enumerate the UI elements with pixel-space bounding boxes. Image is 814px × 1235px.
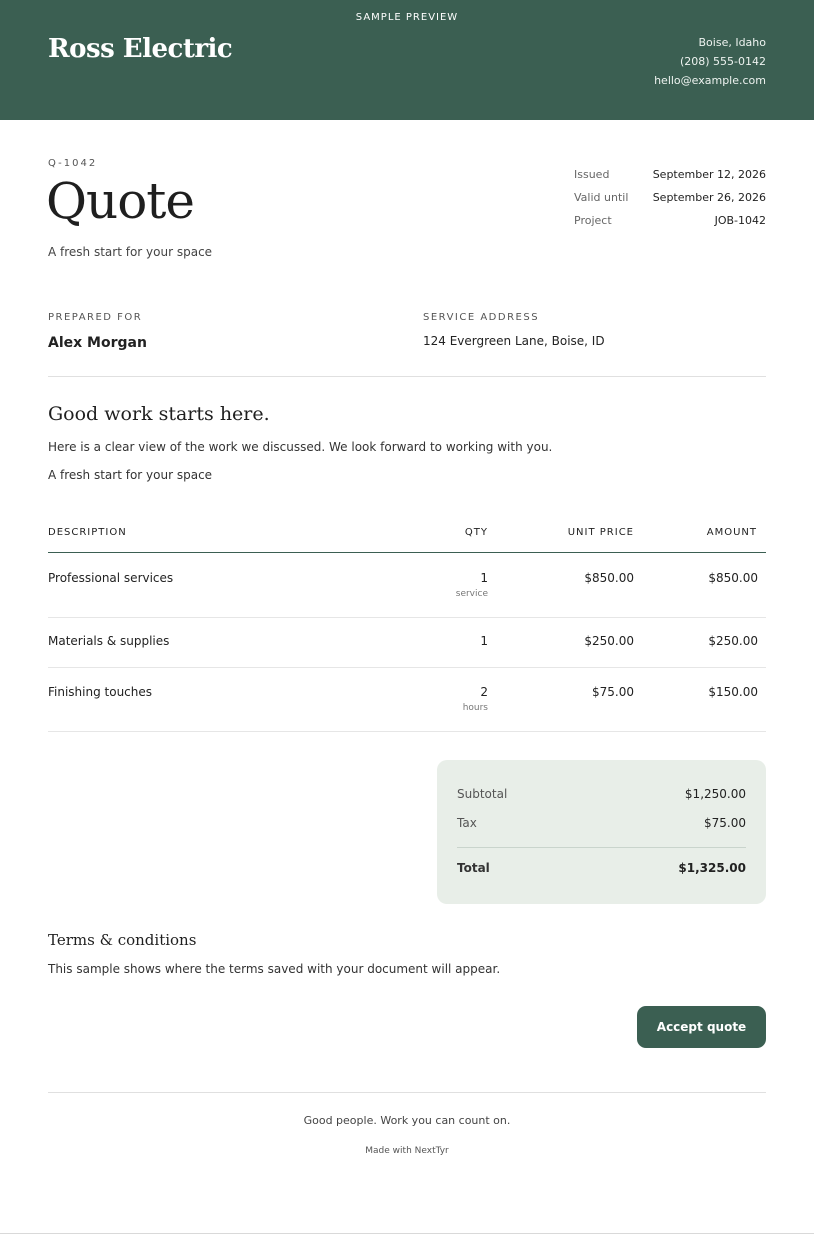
intro-message: Here is a clear view of the work we discussed. We look forward to working with you. <box>48 440 553 454</box>
subtotal-label: Subtotal <box>457 787 508 801</box>
item-unit-price: $250.00 <box>584 634 634 648</box>
item-amount: $150.00 <box>708 685 758 699</box>
made-with-link[interactable]: Made with NextTyr <box>365 1146 449 1156</box>
sample-preview-banner: SAMPLE PREVIEW <box>355 12 459 23</box>
brand-header <box>0 0 814 120</box>
meta-label: Project <box>574 214 612 227</box>
meta-issued <box>574 163 766 186</box>
item-qty: 1 <box>480 634 488 648</box>
meta-value: September 12, 2026 <box>652 168 766 181</box>
total-row <box>457 861 746 875</box>
subtotal-row <box>457 787 746 801</box>
table-row <box>48 668 766 732</box>
service-address: 124 Evergreen Lane, Boise, ID <box>423 334 605 348</box>
company-email: hello@example.com <box>654 74 766 87</box>
column-header-amount: AMOUNT <box>706 527 757 538</box>
quote-number: Q-1042 <box>48 158 98 169</box>
tax-value: $75.00 <box>704 816 746 830</box>
client-name: Alex Morgan <box>48 335 147 351</box>
accept-quote-button[interactable]: Accept quote <box>637 1006 766 1048</box>
document-title: Quote <box>46 172 194 230</box>
item-description: Materials & supplies <box>48 634 170 648</box>
item-unit-price: $850.00 <box>584 571 634 585</box>
quote-tagline: A fresh start for your space <box>48 245 213 259</box>
meta-label: Valid until <box>574 191 629 204</box>
footer-slogan: Good people. Work you can count on. <box>303 1114 511 1127</box>
meta-label: Issued <box>574 168 610 181</box>
tax-row <box>457 816 746 830</box>
totals-divider <box>457 847 746 848</box>
item-description: Finishing touches <box>48 685 153 699</box>
terms-heading: Terms & conditions <box>48 931 197 949</box>
item-amount: $250.00 <box>708 634 758 648</box>
section-divider <box>48 376 766 377</box>
item-unit: hours <box>462 703 488 713</box>
company-name: Ross Electric <box>48 34 233 64</box>
company-contact <box>654 33 766 90</box>
subtotal-value: $1,250.00 <box>684 787 746 801</box>
meta-valid-until <box>574 186 766 209</box>
total-value: $1,325.00 <box>678 861 746 875</box>
item-unit: service <box>455 589 488 599</box>
service-address-label: SERVICE ADDRESS <box>423 312 540 323</box>
quote-meta <box>574 163 766 232</box>
page-bottom-border <box>0 1233 814 1234</box>
totals-summary <box>437 760 766 904</box>
column-header-qty: QTY <box>464 527 488 538</box>
meta-value: JOB-1042 <box>714 214 766 227</box>
table-row <box>48 618 766 668</box>
column-header-unit-price: UNIT PRICE <box>567 527 634 538</box>
tax-label: Tax <box>457 816 477 830</box>
table-row <box>48 553 766 618</box>
item-qty: 2 <box>480 685 488 699</box>
terms-text: This sample shows where the terms saved with your document will appear. <box>48 962 501 976</box>
item-unit-price: $75.00 <box>592 685 634 699</box>
intro-tagline: A fresh start for your space <box>48 468 213 482</box>
total-label: Total <box>457 861 490 875</box>
intro-heading: Good work starts here. <box>48 403 270 425</box>
company-phone: (208) 555-0142 <box>679 55 766 68</box>
item-amount: $850.00 <box>708 571 758 585</box>
column-header-description: DESCRIPTION <box>48 527 127 538</box>
item-description: Professional services <box>48 571 174 585</box>
prepared-for-label: PREPARED FOR <box>48 312 143 323</box>
company-location: Boise, Idaho <box>698 36 766 49</box>
meta-project <box>574 209 766 232</box>
footer-divider <box>48 1092 766 1093</box>
meta-value: September 26, 2026 <box>652 191 766 204</box>
item-qty: 1 <box>480 571 488 585</box>
